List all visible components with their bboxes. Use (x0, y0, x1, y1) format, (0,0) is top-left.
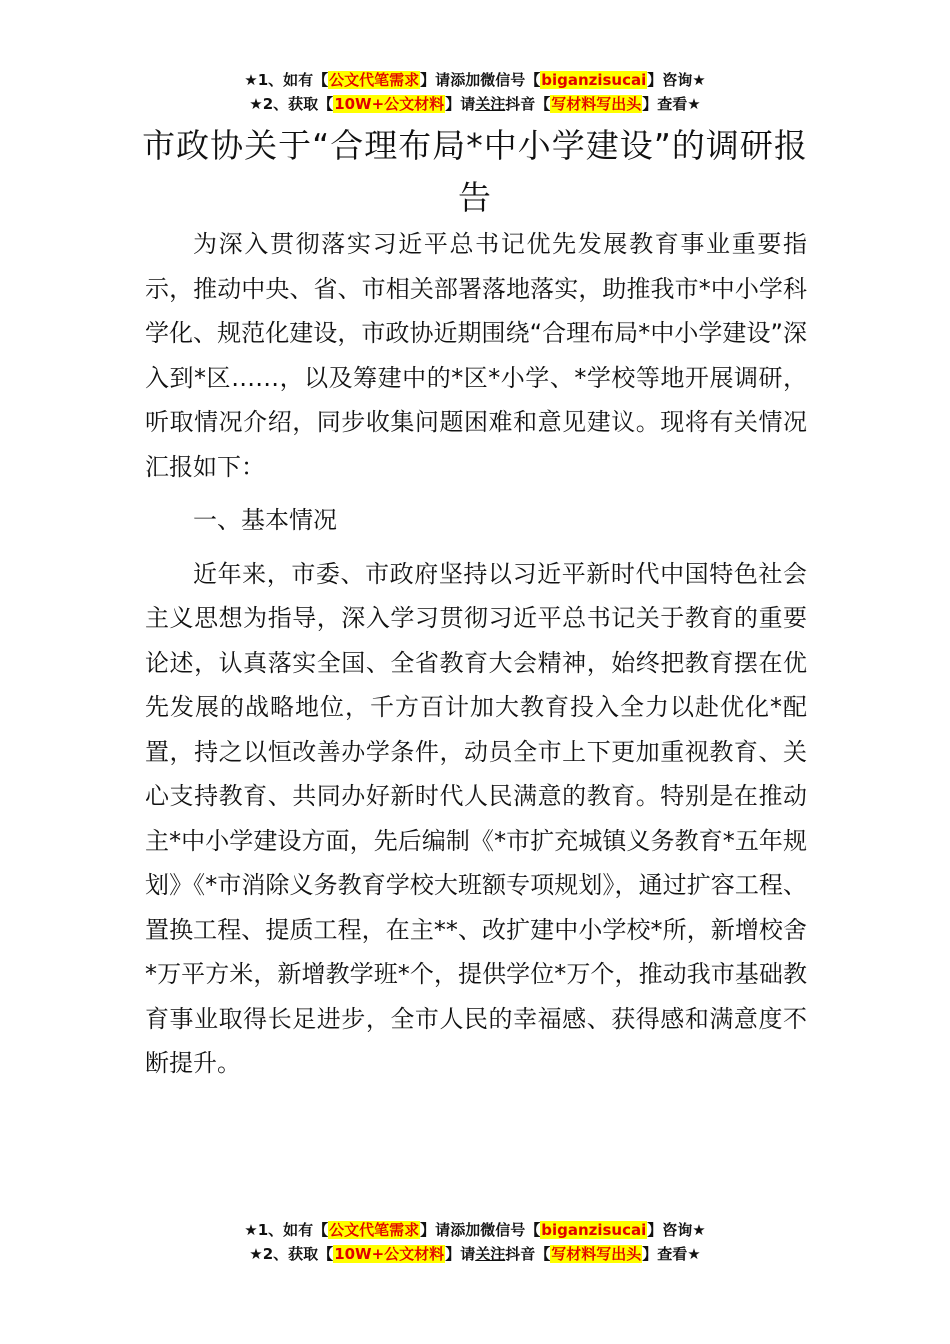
banner-line-2-suffix: 】查看★ (642, 95, 701, 113)
banner-line-2-mid: 】请 (445, 95, 476, 113)
banner-line-2-emphasis: 关注 (475, 95, 506, 113)
document-title: 市政协关于“合理布局*中小学建设”的调研报告 (142, 126, 808, 217)
banner-line-1-highlight-service: 公文代笔需求 (329, 1221, 420, 1239)
banner-line-2-highlight-douyin: 写材料写出头 (551, 95, 642, 113)
banner-line-2-highlight-douyin: 写材料写出头 (551, 1245, 642, 1263)
bottom-banner (0, 1218, 950, 1266)
document-body (145, 222, 807, 1095)
banner-line-1-suffix: 】咨询★ (647, 1221, 706, 1239)
banner-line-1-highlight-wechat: biganzisucai (541, 1221, 647, 1239)
banner-line-2-mid2: 抖音【 (505, 95, 551, 113)
banner-line-1-highlight-service: 公文代笔需求 (329, 71, 420, 89)
banner-line-2-highlight-materials: 10W+公文材料 (334, 95, 445, 113)
banner-line-1-mid: 】请 (420, 1221, 451, 1239)
section-heading-basic-situation: 一、基本情况 (193, 506, 337, 534)
banner-line-1-emphasis: 添加 (450, 1221, 481, 1239)
banner-line-2 (0, 92, 950, 116)
banner-line-1-emphasis: 添加 (450, 71, 481, 89)
banner-line-2-mid2: 抖音【 (505, 1245, 551, 1263)
paragraph-basic-situation: 近年来，市委、市政府坚持以习近平新时代中国特色社会主义思想为指导，深入学习贯彻习近平总书记关于教育的重要论述，认真落实全国、全省教育大会精神，始终把教育摆在优先发展的战略地位，千方百计加大教育投入全力以赴优化*配置，持之以恒改善办学条件，动员全市上下更加重视教育、关心支持教育、共同办好新时代人民满意的教育。特别是在推动主*中小学建设方面，先后编制《*市扩充城镇义务教育*五年规划》《*市消除义务教育学校大班额专项规划》，通过扩容工程、置换工程、提质工程，在主**、改扩建中小学校*所，新增校舍*万平方米，新增教学班*个，提供学位*万个，推动我市基础教育事业取得长足进步，全市人民的幸福感、获得感和满意度不断提升。 (145, 559, 807, 1077)
banner-line-1-mid2: 微信号【 (480, 1221, 541, 1239)
banner-line-1-mid: 】请 (420, 71, 451, 89)
top-banner (0, 68, 950, 116)
paragraph-intro: 为深入贯彻落实习近平总书记优先发展教育事业重要指示，推动中央、省、市相关部署落地落实，助推我市*中小学科学化、规范化建设，市政协近期围绕“合理布局*中小学建设”深入到*区……，以及筹建中的*区*小学、*学校等地开展调研，听取情况介绍，同步收集问题困难和意见建议。现将有关情况汇报如下： (145, 230, 807, 481)
banner-line-2-highlight-materials: 10W+公文材料 (334, 1245, 445, 1263)
banner-line-2-suffix: 】查看★ (642, 1245, 701, 1263)
banner-line-1-suffix: 】咨询★ (647, 71, 706, 89)
banner-line-2-mid: 】请 (445, 1245, 476, 1263)
banner-line-2-emphasis: 关注 (475, 1245, 506, 1263)
banner-line-2 (0, 1242, 950, 1266)
banner-line-1-mid2: 微信号【 (480, 71, 541, 89)
banner-line-2-prefix: ★2、获取【 (249, 95, 334, 113)
banner-line-1-prefix: ★1、如有【 (244, 1221, 329, 1239)
banner-line-1-highlight-wechat: biganzisucai (541, 71, 647, 89)
banner-line-1-prefix: ★1、如有【 (244, 71, 329, 89)
banner-line-1 (0, 68, 950, 92)
banner-line-1 (0, 1218, 950, 1242)
banner-line-2-prefix: ★2、获取【 (249, 1245, 334, 1263)
